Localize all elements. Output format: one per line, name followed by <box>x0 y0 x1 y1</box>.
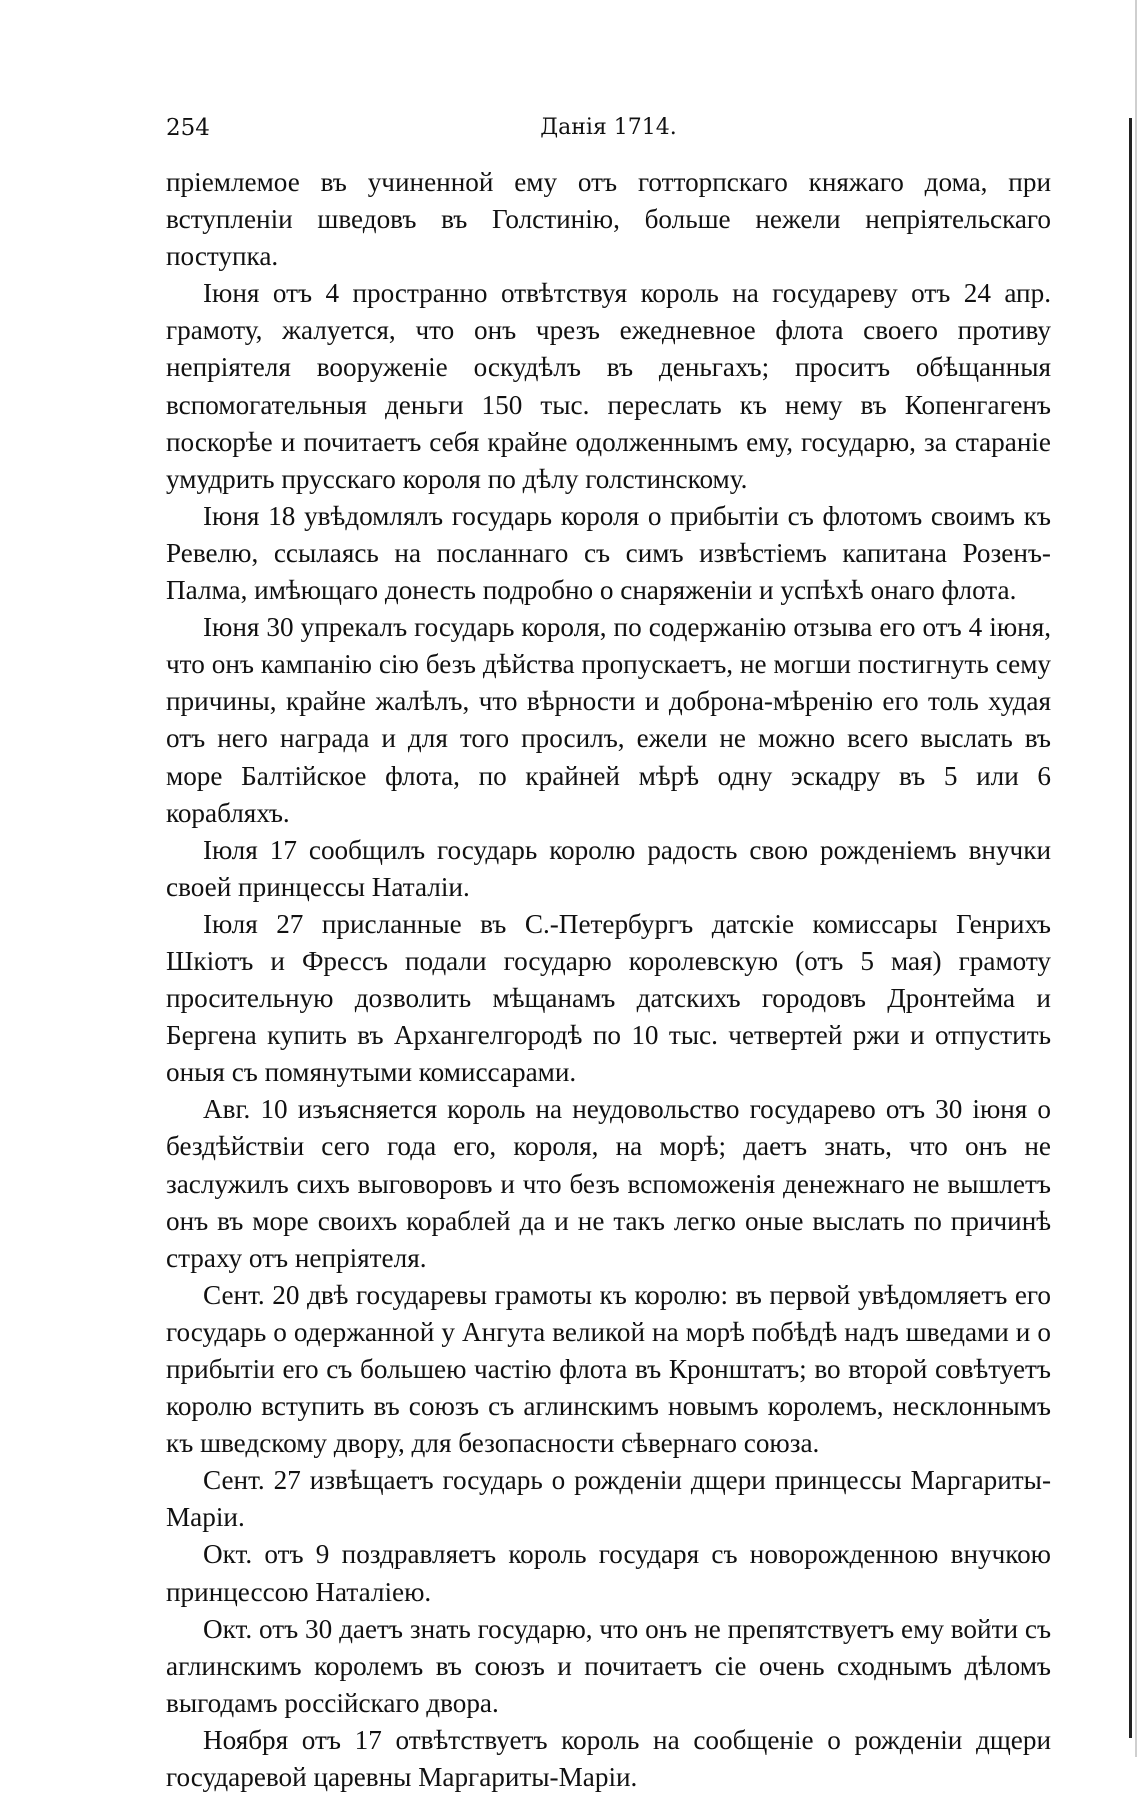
paragraph-aug-10: Авг. 10 изъясняется король на неудовольство государево отъ 30 іюня о бездѣйствіи сего года его, короля, на морѣ; даетъ знать, что онъ не заслужилъ сихъ выговоровъ и что безъ вспоможенія денежнаго не вышлетъ онъ въ море своихъ кораблей да и не такъ легко оные выслать по причинѣ страху отъ непріятеля. <box>166 1094 1051 1273</box>
paragraph-june-30: Іюня 30 упрекалъ государь короля, по содержанію отзыва его отъ 4 іюня, что онъ кампанію сію безъ дѣйства пропускаетъ, не могши постигнуть сему причины, крайне жалѣлъ, что вѣрности и доброна-мѣренію его толь худая отъ него награда и для того просилъ, ежели не можно всего выслать въ море Балтійское флота, по крайней мѣрѣ одну эскадру въ 5 или 6 корабляхъ. <box>166 612 1051 828</box>
paragraph-oct-9: Окт. отъ 9 поздравляетъ король государя съ новорожденною внучкою принцессою Наталіею. <box>166 1539 1051 1607</box>
paragraph-oct-30: Окт. отъ 30 даетъ знать государю, что онъ не препятствуетъ ему войти съ аглинскимъ королемъ въ союзъ и почитаетъ сіе очень сходнымъ дѣломъ выгодамъ россійскаго двора. <box>166 1613 1051 1718</box>
paragraph-nov-17: Ноября отъ 17 отвѣтствуетъ король на сообщеніе о рожденіи дщери государевой царевны Маргариты-Маріи. <box>166 1724 1051 1793</box>
paragraph-july-27: Іюля 27 присланные въ С.-Петербургъ датскіе комиссары Генрихъ Шкіотъ и Фрессъ подали государю королевскую (отъ 5 мая) грамоту просительную дозволить мѣщанамъ датскихъ городовъ Дронтейма и Бергена купить въ Архангелгородѣ по 10 тыс. четвертей ржи и отпустить оныя съ помянутыми комиссарами. <box>166 908 1051 1088</box>
paragraph-sept-27: Сент. 27 извѣщаетъ государь о рожденіи дщери принцессы Маргариты-Маріи. <box>166 1465 1051 1533</box>
paragraph-june-4: Іюня отъ 4 пространно отвѣтствуя король на государеву отъ 24 апр. грамоту, жалуется, что онъ чрезъ ежедневное флота своего противу непріятеля вооруженіе оскудѣлъ въ деньгахъ; проситъ обѣщанныя вспомогательныя деньги 150 тыс. переслать къ нему въ Копенгагенъ поскорѣе и почитаетъ себя крайне одолженнымъ ему, государю, за стараніе умудрить прусскаго короля по дѣлу голстинскому. <box>166 278 1051 494</box>
body-text <box>166 164 1051 1796</box>
paragraph-continuation: пріемлемое въ учиненной ему отъ готторпскаго княжаго дома, при вступленіи шведовъ въ Голстинію, больше нежели непріятельскаго поступка. <box>166 167 1051 272</box>
page-number: 254 <box>166 115 210 141</box>
paragraph-june-18: Іюня 18 увѣдомлялъ государь короля о прибытіи съ флотомъ своимъ къ Ревелю, ссылаясь на посланнаго съ симъ извѣстіемъ капитана Розенъ-Палма, имѣющаго донесть подробно о снаряженіи и успѣхѣ онаго флота. <box>166 500 1051 606</box>
paragraph-sept-20: Сент. 20 двѣ государевы грамоты къ королю: въ первой увѣдомляетъ его государь о одержанной у Ангута великой на морѣ побѣдѣ надъ шведами и о прибытіи его съ большею частію флота въ Кронштатъ; во второй совѣтуетъ королю вступить въ союзъ съ аглинскимъ новымъ королемъ, несклоннымъ къ шведскому двору, для безопасности сѣвернаго союза. <box>166 1279 1051 1459</box>
page-header <box>166 115 1051 147</box>
scan-edge-shadow <box>1135 0 1137 1757</box>
paragraph-july-17: Іюля 17 сообщилъ государь королю радость свою рожденіемъ внучки своей принцессы Наталіи. <box>166 834 1051 902</box>
scan-edge-line <box>1129 118 1132 1738</box>
running-title: Данія 1714. <box>540 115 677 140</box>
